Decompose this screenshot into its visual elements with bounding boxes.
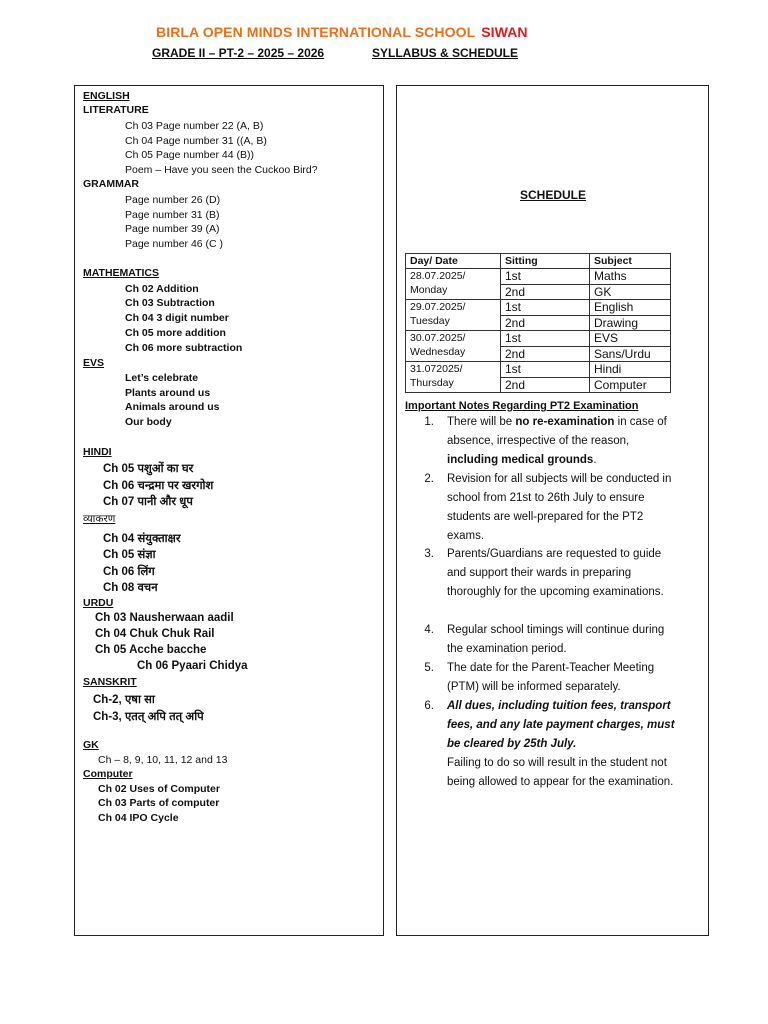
note-number: 1. bbox=[424, 416, 434, 428]
list-item: Ch 04 संयुक्ताक्षर bbox=[103, 533, 181, 545]
note-emphasis: All dues, including tuition fees, transport fees, and any late payment charges, must be cleared by 25th July. bbox=[447, 700, 675, 750]
note-text: Regular school timings will continue during the examination period. bbox=[447, 624, 665, 655]
note-emphasis: no re-examination bbox=[515, 416, 615, 428]
note-text bbox=[447, 413, 683, 470]
sitting-cell: 2nd bbox=[501, 347, 590, 362]
note-number: 3. bbox=[424, 548, 434, 560]
list-item: Ch 05 संज्ञा bbox=[103, 549, 156, 561]
list-item: Ch 04 Page number 31 ((A, B) bbox=[125, 135, 267, 147]
schedule-title: SCHEDULE bbox=[520, 188, 587, 202]
subject-cell: English bbox=[590, 300, 671, 316]
list-item: Animals around us bbox=[125, 401, 220, 413]
list-item: Plants around us bbox=[125, 387, 211, 399]
list-item: Ch 05 Page number 44 (B)) bbox=[125, 149, 254, 161]
sitting-cell: 1st bbox=[501, 300, 590, 316]
note-text-part: . bbox=[593, 454, 597, 466]
note-text bbox=[447, 697, 683, 792]
note-text: Parents/Guardians are requested to guide and support their wards in preparing thoroughly for the upcoming examinations. bbox=[447, 548, 664, 598]
list-item: Poem – Have you seen the Cuckoo Bird? bbox=[125, 164, 318, 176]
date-cell bbox=[406, 362, 501, 393]
note-text-part: Failing to do so will result in the student not being allowed to appear for the examination. bbox=[447, 757, 674, 788]
sitting-cell: 1st bbox=[501, 331, 590, 347]
hindi-grammar-heading: व्याकरण bbox=[83, 513, 116, 525]
subject-cell: EVS bbox=[590, 331, 671, 347]
gk-heading: GK bbox=[83, 739, 99, 751]
table-row bbox=[406, 300, 671, 316]
date-text: 31.072025/ bbox=[410, 363, 463, 375]
list-item: Our body bbox=[125, 416, 172, 428]
date-text: 28.07.2025/ bbox=[410, 270, 466, 282]
list-item: Page number 26 (D) bbox=[125, 194, 221, 206]
day-text: Thursday bbox=[410, 377, 454, 389]
school-title bbox=[156, 24, 528, 40]
list-item: Ch 06 Pyaari Chidya bbox=[137, 660, 248, 672]
english-heading: ENGLISH bbox=[83, 90, 130, 102]
note-text: The date for the Parent-Teacher Meeting (PTM) will be informed separately. bbox=[447, 662, 655, 693]
subject-cell: Maths bbox=[590, 269, 671, 285]
list-item: Ch 06 लिंग bbox=[103, 566, 155, 578]
sitting-cell: 1st bbox=[501, 362, 590, 378]
note-number: 6. bbox=[424, 700, 434, 712]
subject-cell: Sans/Urdu bbox=[590, 347, 671, 362]
subject-cell: Computer bbox=[590, 378, 671, 393]
list-item: Ch 06 चन्द्रमा पर खरगोश bbox=[103, 480, 214, 492]
day-text: Wednesday bbox=[410, 346, 466, 358]
list-item: Ch 08 वचन bbox=[103, 582, 158, 594]
date-cell bbox=[406, 269, 501, 300]
literature-heading: LITERATURE bbox=[83, 104, 149, 116]
sitting-cell: 2nd bbox=[501, 316, 590, 331]
list-item: Ch 03 Subtraction bbox=[125, 297, 215, 309]
date-cell bbox=[406, 300, 501, 331]
sanskrit-heading: SANSKRIT bbox=[83, 676, 137, 688]
mathematics-heading: MATHEMATICS bbox=[83, 267, 160, 279]
schedule-table bbox=[405, 253, 671, 393]
list-item: Page number 31 (B) bbox=[125, 209, 220, 221]
school-city: SIWAN bbox=[481, 24, 528, 40]
subject-cell: GK bbox=[590, 285, 671, 300]
note-text-part: There will be bbox=[447, 416, 516, 428]
list-item: Ch 02 Addition bbox=[125, 283, 199, 295]
subject-cell: Drawing bbox=[590, 316, 671, 331]
note-text-part: in case of absence, irrespective of the reason, bbox=[447, 416, 667, 447]
list-item: Ch-2, एषा सा bbox=[93, 694, 155, 706]
table-row bbox=[406, 331, 671, 347]
notes-heading: Important Notes Regarding PT2 Examination bbox=[405, 400, 639, 412]
date-cell bbox=[406, 331, 501, 362]
list-item: Page number 39 (A) bbox=[125, 223, 220, 235]
subject-cell: Hindi bbox=[590, 362, 671, 378]
sitting-cell: 1st bbox=[501, 269, 590, 285]
grade-line: GRADE II – PT-2 – 2025 – 2026 bbox=[152, 46, 325, 60]
day-text: Monday bbox=[410, 284, 448, 296]
list-item: Ch 03 Parts of computer bbox=[98, 797, 220, 809]
sitting-cell: 2nd bbox=[501, 378, 590, 393]
note-number: 2. bbox=[424, 473, 434, 485]
list-item: Ch 06 more subtraction bbox=[125, 342, 243, 354]
list-item: Ch 05 more addition bbox=[125, 327, 226, 339]
note-number: 5. bbox=[424, 662, 434, 674]
list-item: Ch 05 Acche bacche bbox=[95, 644, 207, 656]
day-text: Tuesday bbox=[410, 315, 450, 327]
hindi-heading: HINDI bbox=[83, 446, 112, 458]
list-item: Let’s celebrate bbox=[125, 372, 199, 384]
doc-type: SYLLABUS & SCHEDULE bbox=[372, 46, 519, 60]
table-header-row bbox=[406, 254, 671, 269]
note-text: Revision for all subjects will be conducted in school from 21st to 26th July to ensure students are well-prepared for the PT2 exams. bbox=[447, 473, 672, 542]
note-number: 4. bbox=[424, 624, 434, 636]
note-emphasis: including medical grounds bbox=[447, 454, 594, 466]
column-header: Subject bbox=[590, 254, 671, 269]
sitting-cell: 2nd bbox=[501, 285, 590, 300]
list-item: Page number 46 (C ) bbox=[125, 238, 224, 250]
list-item: Ch 03 Nausherwaan aadil bbox=[95, 612, 234, 624]
date-text: 29.07.2025/ bbox=[410, 301, 466, 313]
column-header: Day/ Date bbox=[406, 254, 501, 269]
grammar-heading: GRAMMAR bbox=[83, 178, 139, 190]
urdu-heading: URDU bbox=[83, 597, 114, 609]
table-row bbox=[406, 362, 671, 378]
list-item: Ch 04 IPO Cycle bbox=[98, 812, 179, 824]
evs-heading: EVS bbox=[83, 357, 105, 369]
list-item: Ch – 8, 9, 10, 11, 12 and 13 bbox=[98, 754, 228, 766]
date-text: 30.07.2025/ bbox=[410, 332, 466, 344]
list-item: Ch 05 पशुओं का घर bbox=[103, 463, 194, 475]
table-row bbox=[406, 269, 671, 285]
school-name: BIRLA OPEN MINDS INTERNATIONAL SCHOOL bbox=[156, 24, 476, 40]
list-item: Ch 07 पानी और धूप bbox=[103, 496, 193, 508]
list-item: Ch 04 3 digit number bbox=[125, 312, 229, 324]
list-item: Ch-3, एतत् अपि तत् अपि bbox=[93, 711, 204, 723]
list-item: Ch 02 Uses of Computer bbox=[98, 783, 220, 795]
computer-heading: Computer bbox=[83, 768, 133, 780]
list-item: Ch 03 Page number 22 (A, B) bbox=[125, 120, 264, 132]
list-item: Ch 04 Chuk Chuk Rail bbox=[95, 628, 215, 640]
column-header: Sitting bbox=[501, 254, 590, 269]
